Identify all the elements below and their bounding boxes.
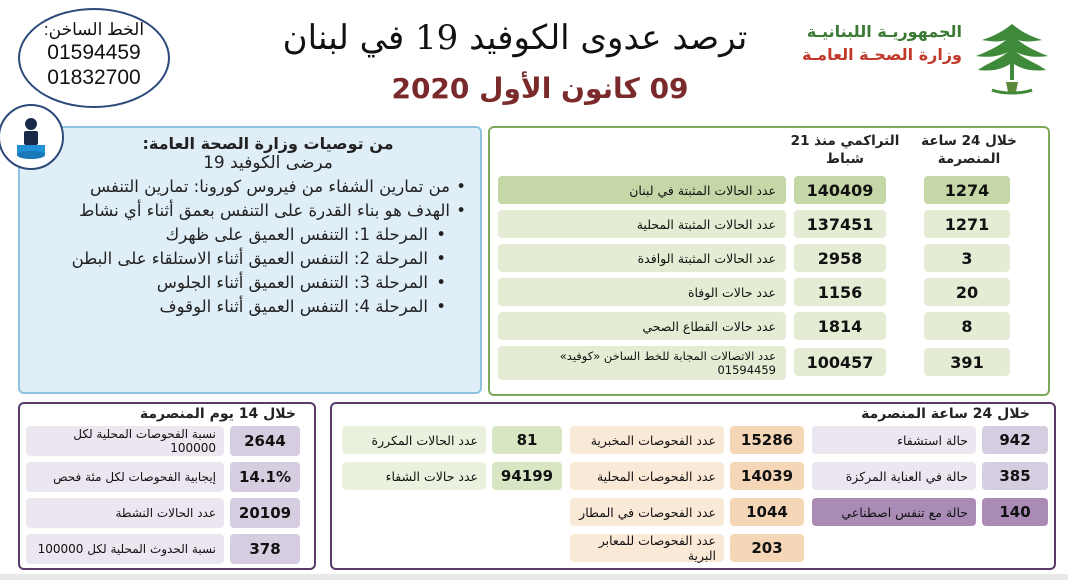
- hospital-value: 385: [982, 462, 1048, 490]
- stat-cumulative: 137451: [794, 210, 886, 238]
- last-24-hours-heading: خلال 24 ساعة المنصرمة: [861, 406, 1030, 422]
- metric-value: 14.1%: [230, 462, 300, 492]
- col-header-24h: خلال 24 ساعة المنصرمة: [921, 133, 1017, 167]
- metric-value: 20109: [230, 498, 300, 528]
- stat-cumulative: 2958: [794, 244, 886, 272]
- tests-value: 14039: [730, 462, 804, 490]
- stat-24h: 1271: [924, 210, 1010, 238]
- breathing-stage-item: • المرحلة 1: التنفس العميق على ظهرك: [30, 223, 466, 247]
- stat-cumulative: 1814: [794, 312, 886, 340]
- ministry-name: [782, 22, 962, 64]
- last-14-days-heading: خلال 14 يوم المنصرمة: [139, 406, 296, 422]
- breathing-stage-item: • المرحلة 2: التنفس العميق أثناء الاستلقاء على البطن: [30, 247, 466, 271]
- hospital-label: حالة في العناية المركزة: [812, 462, 976, 490]
- metric-label: نسبة الفحوصات المحلية لكل 100000: [26, 426, 224, 456]
- breathing-stage-item: • المرحلة 4: التنفس العميق أثناء الوقوف: [30, 295, 466, 319]
- hospital-value: 140: [982, 498, 1048, 526]
- last-14-days-panel: [18, 402, 316, 570]
- breathing-stage-item: • المرحلة 3: التنفس العميق أثناء الجلوس: [30, 271, 466, 295]
- stat-label: عدد حالات القطاع الصحي: [498, 312, 786, 340]
- recommendation-item: • الهدف هو بناء القدرة على التنفس بعمق أثناء أي نشاط: [30, 199, 466, 223]
- footer-strip: [0, 574, 1068, 580]
- hospital-label: حالة استشفاء: [812, 426, 976, 454]
- metric-label: عدد الحالات النشطة: [26, 498, 224, 528]
- tests-value: 15286: [730, 426, 804, 454]
- hospital-value: 942: [982, 426, 1048, 454]
- metric-label: نسبة الحدوث المحلية لكل 100000: [26, 534, 224, 564]
- stat-24h: 8: [924, 312, 1010, 340]
- recovery-label: عدد حالات الشفاء: [342, 462, 486, 490]
- main-stats-panel: [488, 126, 1050, 396]
- tests-label: عدد الفحوصات في المطار: [570, 498, 724, 526]
- tests-label: عدد الفحوصات المحلية: [570, 462, 724, 490]
- col-header-cumulative: التراكمي منذ 21 شباط: [790, 133, 900, 167]
- ministry-label: وزارة الصحـة العامـة: [801, 45, 962, 64]
- stat-24h: 1274: [924, 176, 1010, 204]
- stat-24h: 3: [924, 244, 1010, 272]
- stat-label: عدد الحالات المثبتة الوافدة: [498, 244, 786, 272]
- recommendations-heading: من توصيات وزارة الصحة العامة:: [142, 134, 394, 153]
- stat-24h: 391: [924, 348, 1010, 376]
- tests-value: 203: [730, 534, 804, 562]
- tests-label: عدد الفحوصات المخبرية: [570, 426, 724, 454]
- stat-cumulative: 1156: [794, 278, 886, 306]
- page-title: ترصد عدوى الكوفيد 19 في لبنان: [282, 18, 748, 58]
- stat-label: عدد الاتصالات المجابة للخط الساخن «كوفيد» 01594459: [498, 346, 786, 380]
- metric-label: إيجابية الفحوصات لكل مئة فحص: [26, 462, 224, 492]
- recovery-label: عدد الحالات المكررة: [342, 426, 486, 454]
- stat-label: عدد الحالات المثبتة المحلية: [498, 210, 786, 238]
- stat-24h: 20: [924, 278, 1010, 306]
- stat-label: عدد الحالات المثبتة في لبنان: [498, 176, 786, 204]
- tests-label: عدد الفحوصات للمعابر البرية: [570, 534, 724, 562]
- person-icon-ring: [0, 104, 64, 170]
- tests-value: 1044: [730, 498, 804, 526]
- recommendations-list: [30, 175, 466, 319]
- hotline-number-1: 01594459: [47, 41, 141, 64]
- recommendation-item: • من تمارين الشفاء من فيروس كورونا: تمارين التنفس: [30, 175, 466, 199]
- person-icon: [0, 106, 62, 168]
- recovery-value: 94199: [492, 462, 562, 490]
- hotline-badge: [18, 8, 170, 108]
- hotline-title: الخط الساخن:: [43, 20, 145, 39]
- cedar-tree-icon: [972, 20, 1052, 98]
- stat-label: عدد حالات الوفاة: [498, 278, 786, 306]
- report-date: 09 كانون الأول 2020: [391, 72, 689, 105]
- recommendations-panel: [18, 126, 482, 394]
- stat-cumulative: 100457: [794, 348, 886, 376]
- hotline-number-2: 01832700: [47, 66, 141, 89]
- recommendations-subheading: مرضى الكوفيد 19: [203, 153, 333, 173]
- metric-value: 2644: [230, 426, 300, 456]
- recovery-value: 81: [492, 426, 562, 454]
- hospital-label: حالة مع تنفس اصطناعي: [812, 498, 976, 526]
- stat-cumulative: 140409: [794, 176, 886, 204]
- republic-label: الجمهوريـة اللبنانيـة: [806, 22, 962, 41]
- last-24-hours-panel: [330, 402, 1056, 570]
- metric-value: 378: [230, 534, 300, 564]
